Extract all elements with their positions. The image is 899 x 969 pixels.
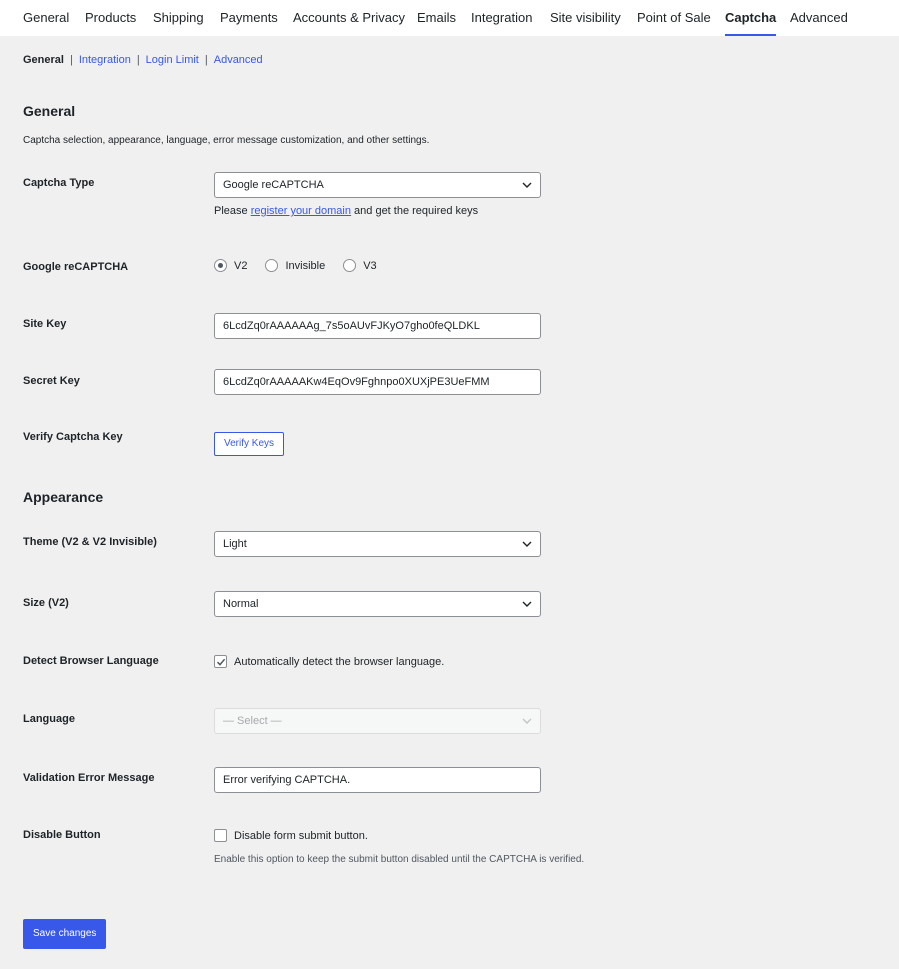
captcha-type-value: Google reCAPTCHA	[223, 179, 324, 191]
disable-button-help: Enable this option to keep the submit button disabled until the CAPTCHA is verified.	[214, 854, 585, 865]
radio-v2-control[interactable]	[214, 259, 227, 272]
disable-button-checkbox-label: Disable form submit button.	[234, 829, 368, 842]
radio-v2-label: V2	[234, 259, 248, 272]
subnav-integration-link[interactable]: Integration	[78, 54, 131, 66]
size-value: Normal	[223, 598, 259, 610]
secret-key-input[interactable]: 6LcdZq0rAAAAAKw4EqOv9Fghnpo0XUXjPE3UeFMM	[214, 369, 541, 395]
general-description: Captcha selection, appearance, language, error message customization, and other settings.	[23, 135, 430, 146]
checkmark-icon	[216, 657, 226, 667]
tab-general[interactable]: General	[23, 10, 70, 25]
error-message-input[interactable]: Error verifying CAPTCHA.	[214, 767, 541, 793]
captcha-type-label: Captcha Type	[23, 177, 95, 189]
detect-language-option[interactable]	[214, 655, 444, 668]
tab-site-visibility[interactable]: Site visibility	[550, 10, 621, 25]
tab-advanced[interactable]: Advanced	[790, 10, 848, 25]
subnav-general-current: General	[23, 54, 64, 66]
chevron-down-icon	[522, 709, 532, 733]
radio-option-invisible[interactable]	[265, 259, 325, 272]
language-select	[214, 708, 541, 734]
radio-invisible-control[interactable]	[265, 259, 278, 272]
tab-captcha[interactable]: Captcha	[725, 0, 776, 36]
subnav-separator: |	[136, 54, 140, 66]
size-label: Size (V2)	[23, 597, 69, 609]
tab-products[interactable]: Products	[85, 10, 137, 25]
theme-value: Light	[223, 538, 247, 550]
verify-keys-button[interactable]: Verify Keys	[214, 432, 284, 456]
captcha-type-hint	[214, 205, 478, 217]
recaptcha-version-label: Google reCAPTCHA	[23, 261, 129, 273]
site-key-label: Site Key	[23, 318, 67, 330]
tab-point-of-sale[interactable]: Point of Sale	[637, 10, 711, 25]
subnav-login-limit-link[interactable]: Login Limit	[145, 54, 199, 66]
detect-language-checkbox-label: Automatically detect the browser language.	[234, 655, 445, 668]
theme-select[interactable]	[214, 531, 541, 557]
hint-prefix: Please	[214, 205, 251, 217]
tab-integration[interactable]: Integration	[471, 10, 533, 25]
site-key-input[interactable]: 6LcdZq0rAAAAAAg_7s5oAUvFJKyO7gho0feQLDKL	[214, 313, 541, 339]
detect-language-label: Detect Browser Language	[23, 655, 159, 667]
theme-label: Theme (V2 & V2 Invisible)	[23, 536, 157, 548]
disable-button-label: Disable Button	[23, 829, 101, 841]
disable-button-checkbox[interactable]	[214, 829, 227, 842]
appearance-heading: Appearance	[23, 489, 104, 505]
disable-button-option[interactable]	[214, 829, 368, 842]
chevron-down-icon	[522, 173, 532, 197]
subnav-advanced-link[interactable]: Advanced	[213, 54, 263, 66]
secret-key-label: Secret Key	[23, 375, 80, 387]
general-heading: General	[23, 103, 76, 119]
captcha-type-select[interactable]	[214, 172, 541, 198]
recaptcha-version-radios	[214, 259, 395, 272]
chevron-down-icon	[522, 532, 532, 556]
detect-language-checkbox[interactable]	[214, 655, 227, 668]
language-label: Language	[23, 713, 75, 725]
language-value: — Select —	[223, 715, 282, 727]
radio-invisible-label: Invisible	[285, 259, 326, 272]
tab-payments[interactable]: Payments	[220, 10, 278, 25]
register-domain-link[interactable]: register your domain	[250, 205, 351, 217]
hint-suffix: and get the required keys	[350, 205, 479, 217]
radio-v3-control[interactable]	[343, 259, 356, 272]
tab-emails[interactable]: Emails	[417, 10, 457, 25]
tab-accounts-privacy[interactable]: Accounts & Privacy	[293, 10, 405, 25]
save-changes-button[interactable]: Save changes	[23, 919, 106, 949]
radio-v3-label: V3	[363, 259, 377, 272]
chevron-down-icon	[522, 592, 532, 616]
radio-option-v3[interactable]	[343, 259, 376, 272]
subnav-separator: |	[69, 54, 73, 66]
verify-captcha-label: Verify Captcha Key	[23, 431, 123, 443]
radio-option-v2[interactable]	[214, 259, 247, 272]
size-select[interactable]	[214, 591, 541, 617]
sub-navigation	[23, 54, 263, 66]
subnav-separator: |	[204, 54, 208, 66]
tab-shipping[interactable]: Shipping	[153, 10, 204, 25]
settings-tab-bar	[0, 0, 899, 36]
error-message-label: Validation Error Message	[23, 772, 155, 784]
